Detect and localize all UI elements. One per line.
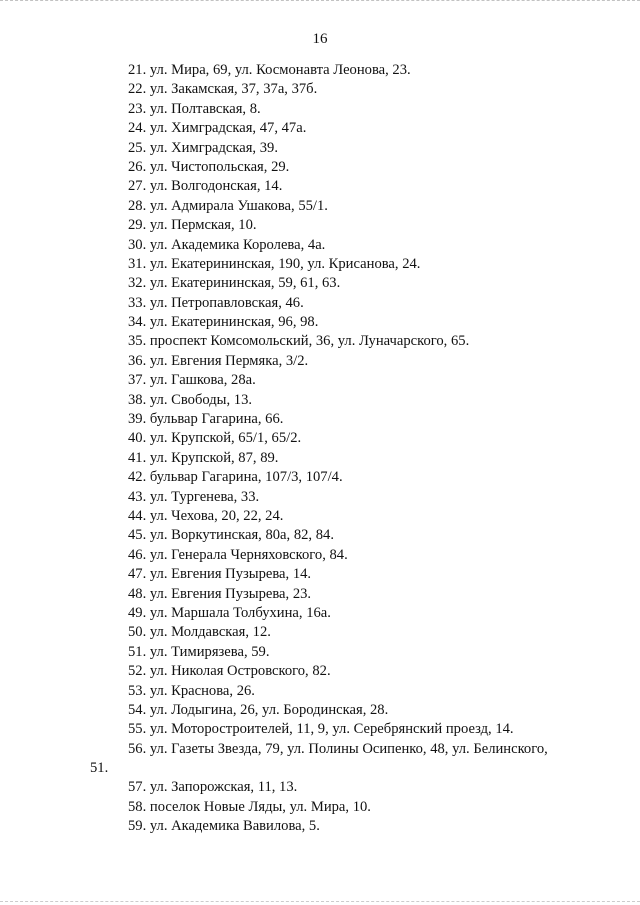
list-item [0,352,640,371]
list-item [0,100,640,119]
list-item-text: 25. ул. Химградская, 39. [128,139,278,156]
list-item [0,682,640,701]
list-item-text: 47. ул. Евгения Пузырева, 14. [128,566,312,583]
list-item-text: 42. бульвар Гагарина, 107/3, 107/4. [128,469,343,486]
list-item [0,216,640,235]
list-item [0,740,640,779]
list-item [0,80,640,99]
list-item-text: 24. ул. Химградская, 47, 47а. [128,120,307,137]
list-item [0,701,640,720]
list-item-text: 56. ул. Газеты Звезда, 79, ул. Полины Осипенко, 48, ул. Белинского, [128,740,548,757]
list-item-continuation: 51. [90,760,109,777]
list-item [0,371,640,390]
list-item-text: 48. ул. Евгения Пузырева, 23. [128,585,312,602]
list-item-text: 34. ул. Екатерининская, 96, 98. [128,314,319,331]
list-item [0,546,640,565]
list-item [0,410,640,429]
list-item [0,255,640,274]
list-item [0,391,640,410]
list-item-text: 36. ул. Евгения Пермяка, 3/2. [128,352,309,369]
list-item [0,662,640,681]
list-item-text: 49. ул. Маршала Толбухина, 16а. [128,604,331,621]
list-item [0,313,640,332]
list-item-text: 22. ул. Закамская, 37, 37а, 37б. [128,81,318,98]
list-item-text: 43. ул. Тургенева, 33. [128,488,260,505]
list-item [0,526,640,545]
list-item-text: 29. ул. Пермская, 10. [128,217,257,234]
list-item [0,197,640,216]
list-item-text: 57. ул. Запорожская, 11, 13. [128,779,298,796]
list-item-text: 40. ул. Крупской, 65/1, 65/2. [128,430,302,447]
list-item [0,177,640,196]
list-item-text: 28. ул. Адмирала Ушакова, 55/1. [128,197,328,214]
list-item-text: 50. ул. Молдавская, 12. [128,624,271,641]
list-item-text: 33. ул. Петропавловская, 46. [128,294,304,311]
list-item-text: 39. бульвар Гагарина, 66. [128,411,284,428]
list-item [0,468,640,487]
list-item [0,817,640,836]
list-item-text: 23. ул. Полтавская, 8. [128,100,261,117]
list-item [0,236,640,255]
list-item [0,158,640,177]
list-item-text: 21. ул. Мира, 69, ул. Космонавта Леонова, 23. [128,62,411,78]
list-item [0,294,640,313]
list-item-text: 31. ул. Екатерининская, 190, ул. Крисанова, 24. [128,255,421,272]
address-list [0,61,640,837]
list-item-text: 26. ул. Чистопольская, 29. [128,158,290,175]
list-item [0,119,640,138]
list-item [0,565,640,584]
list-item [0,488,640,507]
list-item [0,585,640,604]
list-item [0,720,640,739]
list-item [0,61,640,80]
list-item-text: 35. проспект Комсомольский, 36, ул. Луначарского, 65. [128,333,470,350]
list-item-text: 45. ул. Воркутинская, 80а, 82, 84. [128,527,334,544]
scan-edge-bottom [0,901,640,905]
list-item-text: 32. ул. Екатерининская, 59, 61, 63. [128,275,341,292]
list-item-text: 27. ул. Волгодонская, 14. [128,178,283,195]
page-number: 16 [312,31,328,47]
list-item [0,429,640,448]
list-item-text: 44. ул. Чехова, 20, 22, 24. [128,507,284,524]
list-item [0,449,640,468]
list-item [0,623,640,642]
list-item [0,139,640,158]
list-item-text: 46. ул. Генерала Черняховского, 84. [128,546,348,563]
list-item-text: 37. ул. Гашкова, 28а. [128,372,256,389]
list-item [0,798,640,817]
list-item-text: 30. ул. Академика Королева, 4а. [128,236,326,253]
list-item-text: 38. ул. Свободы, 13. [128,391,253,408]
scan-edge-top [0,0,640,4]
list-item-text: 53. ул. Краснова, 26. [128,682,255,699]
list-item-text: 52. ул. Николая Островского, 82. [128,663,331,680]
list-item-text: 51. ул. Тимирязева, 59. [128,643,270,660]
list-item [0,778,640,797]
list-item [0,604,640,623]
list-item [0,507,640,526]
list-item [0,332,640,351]
list-item-text: 54. ул. Лодыгина, 26, ул. Бородинская, 28. [128,701,389,718]
list-item-text: 55. ул. Моторостроителей, 11, 9, ул. Серебрянский проезд, 14. [128,721,514,738]
list-item-text: 58. поселок Новые Ляды, ул. Мира, 10. [128,798,371,815]
list-item-text: 59. ул. Академика Вавилова, 5. [128,818,320,835]
list-item [0,643,640,662]
list-item-text: 41. ул. Крупской, 87, 89. [128,449,279,466]
list-item [0,274,640,293]
